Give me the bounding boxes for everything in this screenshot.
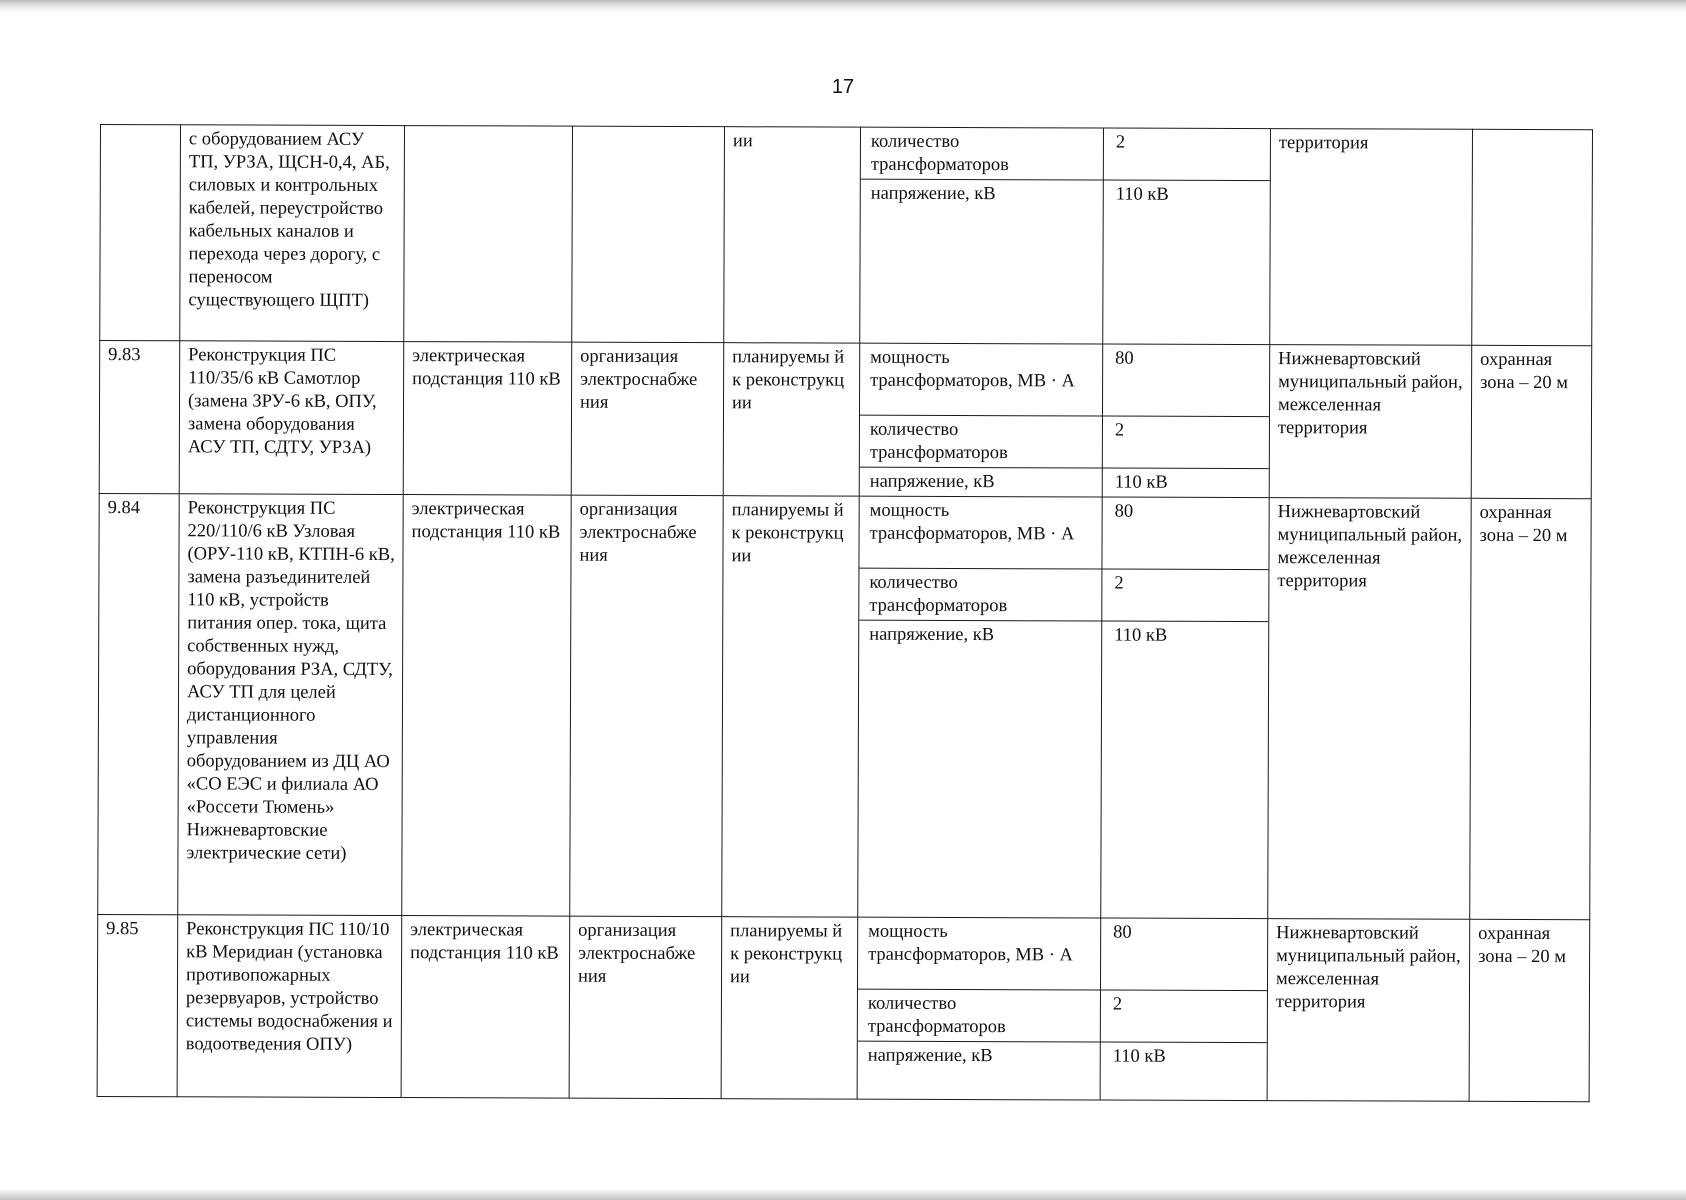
parameter-name: мощность трансформаторов, МВ · А xyxy=(859,497,1102,569)
page-number: 17 xyxy=(831,76,855,98)
object-type xyxy=(404,126,573,343)
parameter-row xyxy=(858,990,1267,1043)
table-row xyxy=(98,493,1591,919)
parameter-row xyxy=(859,569,1268,622)
parameter-row xyxy=(860,180,1270,344)
parameters-cell xyxy=(860,127,1271,344)
parameters-cell xyxy=(859,343,1270,497)
object-purpose: организация электроснабже ния xyxy=(571,342,724,496)
parameter-row xyxy=(861,128,1270,181)
object-zone: охранная зона – 20 м xyxy=(1471,345,1592,498)
parameter-name: мощность трансформаторов, МВ · А xyxy=(860,344,1103,416)
object-status: планируемы й к реконструкц ии xyxy=(722,496,859,917)
parameter-row xyxy=(860,468,1269,497)
parameter-value: 80 xyxy=(1114,501,1134,522)
parameter-row xyxy=(858,621,1268,918)
row-number: 9.85 xyxy=(97,914,178,1096)
parameter-name: количество трансформаторов xyxy=(859,569,1102,621)
object-location: территория xyxy=(1270,129,1473,346)
parameter-name: мощность трансформаторов, МВ · А xyxy=(858,918,1101,990)
parameter-value: 2 xyxy=(1114,420,1125,441)
object-location: Нижневартовский муниципальный район, межселенная территория xyxy=(1268,498,1471,920)
row-number xyxy=(100,125,181,341)
object-status: планируемы й к реконструкц ии xyxy=(721,917,858,1099)
object-location: Нижневартовский муниципальный район, межселенная территория xyxy=(1267,919,1470,1102)
table-row xyxy=(97,914,1590,1101)
table-row xyxy=(100,125,1593,346)
parameter-name: напряжение, кВ xyxy=(858,1042,1101,1101)
object-name: Реконструкция ПС 110/35/6 кВ Самотлор (замена ЗРУ-6 кВ, ОПУ, замена оборудования АСУ ТП, СДТУ, УРЗА) xyxy=(179,341,404,495)
parameters-cell xyxy=(857,917,1268,1100)
parameter-value: 2 xyxy=(1112,994,1123,1015)
parameter-value: 110 кВ xyxy=(1115,184,1169,205)
scan-edge-top xyxy=(0,0,1686,14)
object-purpose: организация электроснабже ния xyxy=(570,495,723,917)
object-name: Реконструкция ПС 110/10 кВ Меридиан (установка противопожарных резервуаров, устройство системы водоснабжения и водоотведения ОПУ) xyxy=(177,915,402,1098)
parameter-row xyxy=(858,1042,1267,1100)
scan-edge-bottom xyxy=(0,1188,1686,1200)
parameter-value: 110 кВ xyxy=(1114,625,1168,646)
object-name: Реконструкция ПС 220/110/6 кВ Узловая (ОРУ-110 кВ, КТПН-6 кВ, замена разъединителей 110 кВ, устройств питания опер. тока, щита собственных нужд, оборудования РЗА, СДТУ, АСУ ТП для целей дистанционного управления оборудованием из ДЦ АО «СО ЕЭС и филиала АО «Россети Тюмень» Нижневартовские электрические сети) xyxy=(178,494,403,916)
parameters-cell xyxy=(858,496,1269,918)
parameter-value: 110 кВ xyxy=(1112,1046,1166,1067)
object-type: электрическая подстанция 110 кВ xyxy=(401,916,570,1099)
parameter-name: количество трансформаторов xyxy=(858,990,1101,1042)
parameter-row xyxy=(859,497,1268,570)
parameter-row xyxy=(860,416,1269,469)
objects-table xyxy=(97,124,1593,1102)
object-purpose xyxy=(572,126,725,343)
object-zone: охранная зона – 20 м xyxy=(1469,919,1590,1101)
row-number: 9.83 xyxy=(99,341,180,494)
object-status: планируемы й к реконструкц ии xyxy=(723,343,860,496)
table-row xyxy=(99,341,1592,499)
parameter-value: 2 xyxy=(1114,573,1124,594)
parameter-value: 110 кВ xyxy=(1114,472,1168,493)
parameter-name: напряжение, кВ xyxy=(860,180,1104,345)
row-number: 9.84 xyxy=(98,493,179,914)
parameter-name: количество трансформаторов xyxy=(860,416,1103,468)
object-type: электрическая подстанция 110 кВ xyxy=(403,342,572,496)
parameter-name: количество трансформаторов xyxy=(861,128,1104,180)
parameter-value: 80 xyxy=(1115,348,1134,369)
parameter-row xyxy=(860,344,1269,417)
parameter-row xyxy=(858,918,1267,991)
object-purpose: организация электроснабже ния xyxy=(569,916,722,1099)
parameter-value: 80 xyxy=(1113,922,1132,943)
object-status: ии xyxy=(724,127,861,343)
object-zone xyxy=(1472,129,1593,345)
parameter-name: напряжение, кВ xyxy=(858,621,1102,919)
object-zone: охранная зона – 20 м xyxy=(1470,498,1591,919)
object-type: электрическая подстанция 110 кВ xyxy=(402,495,571,917)
object-name: с оборудованием АСУ ТП, УРЗА, ЩСН-0,4, АБ, силовых и контрольных кабелей, переустройство кабельных каналов и перехода через дорогу, с переносом существующего ЩПТ) xyxy=(180,125,405,342)
parameter-name: напряжение, кВ xyxy=(860,468,1103,498)
object-location: Нижневартовский муниципальный район, межселенная территория xyxy=(1269,345,1472,499)
parameter-value: 2 xyxy=(1115,132,1126,153)
